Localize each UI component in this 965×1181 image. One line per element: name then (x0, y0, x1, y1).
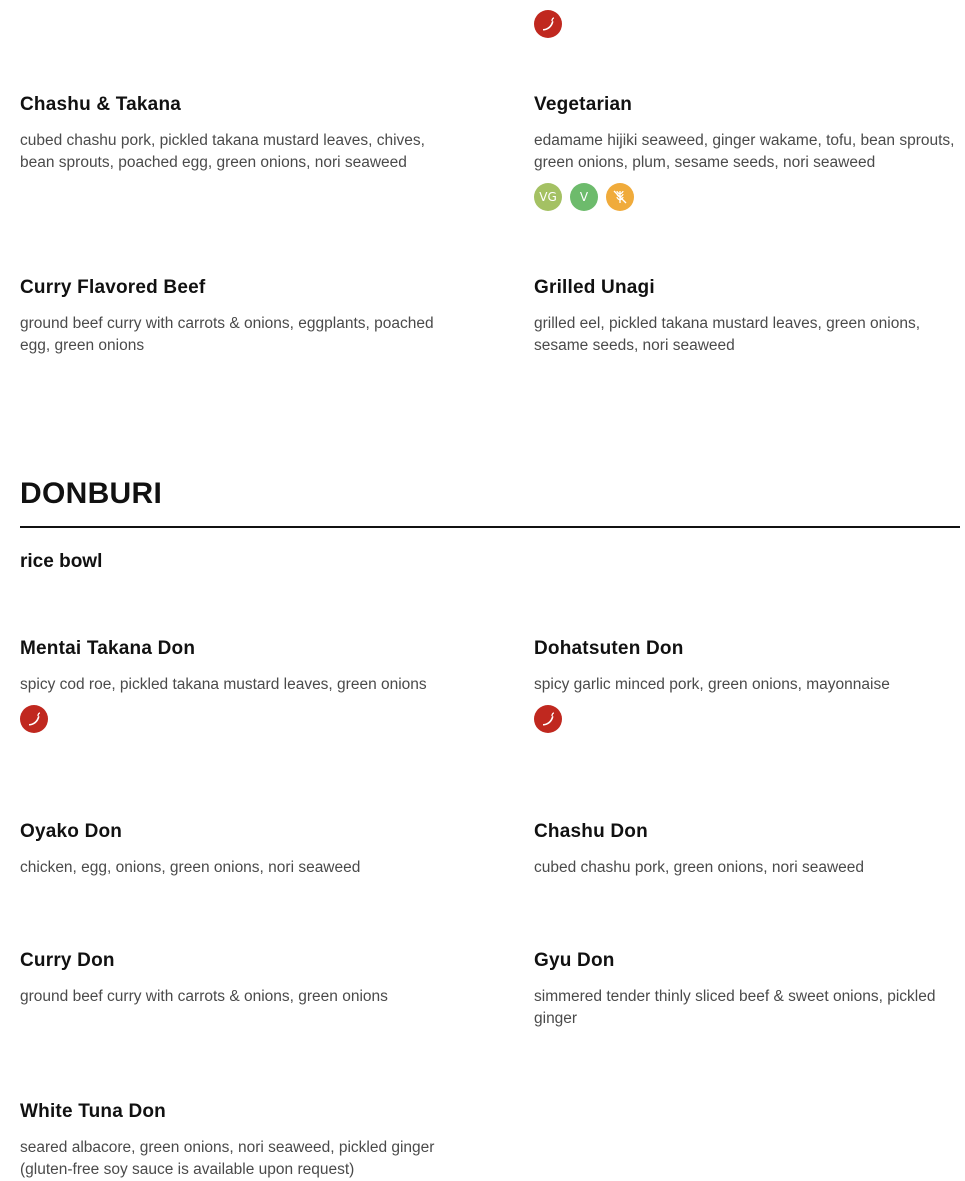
menu-item-chashu-takana (20, 93, 450, 174)
section-subtitle: rice bowl (20, 551, 103, 572)
item-description: ground beef curry with carrots & onions, green onions (20, 988, 388, 1005)
gluten-free-icon (606, 183, 634, 211)
item-description: chicken, egg, onions, green onions, nori seaweed (20, 859, 361, 876)
menu-item-dohatsuten-don (534, 637, 962, 733)
item-description: edamame hijiki seaweed, ginger wakame, tofu, bean sprouts, green onions, plum, sesame seeds, nori seaweed (534, 132, 955, 171)
spicy-icon (534, 10, 562, 38)
menu-item-partial (534, 10, 962, 38)
menu-item-gyu-don (534, 949, 962, 1030)
menu-item-mentai-takana-don (20, 637, 450, 733)
spicy-icon (534, 705, 562, 733)
item-name: Oyako Don (20, 821, 123, 842)
item-name: Mentai Takana Don (20, 638, 196, 659)
menu-item-oyako-don (20, 820, 450, 879)
vegan-icon: VG (534, 183, 562, 211)
item-description: seared albacore, green onions, nori seaweed, pickled ginger (gluten-free soy sauce is available upon request) (20, 1139, 435, 1178)
menu-item-curry-don (20, 949, 450, 1008)
item-description: ground beef curry with carrots & onions, eggplants, poached egg, green onions (20, 315, 434, 354)
item-name: Dohatsuten Don (534, 638, 684, 659)
menu-item-chashu-don (534, 820, 962, 879)
vegetarian-icon: V (570, 183, 598, 211)
item-name: Chashu Don (534, 821, 648, 842)
item-description: spicy cod roe, pickled takana mustard leaves, green onions (20, 676, 427, 693)
item-name: Vegetarian (534, 94, 633, 115)
item-name: Grilled Unagi (534, 277, 655, 298)
section-divider (20, 526, 960, 528)
menu-item-curry-flavored-beef (20, 276, 450, 357)
dietary-badges (534, 183, 962, 211)
item-name: Gyu Don (534, 950, 615, 971)
item-name: White Tuna Don (20, 1101, 166, 1122)
item-description: spicy garlic minced pork, green onions, mayonnaise (534, 676, 890, 693)
item-description: cubed chashu pork, green onions, nori seaweed (534, 859, 865, 876)
item-description: grilled eel, pickled takana mustard leaves, green onions, sesame seeds, nori seaweed (534, 315, 921, 354)
section-title: DONBURI (20, 477, 163, 510)
menu-item-white-tuna-don (20, 1100, 450, 1181)
dietary-badges (20, 705, 450, 733)
item-name: Curry Flavored Beef (20, 277, 206, 298)
dietary-badges (534, 705, 962, 733)
item-name: Curry Don (20, 950, 115, 971)
item-name: Chashu & Takana (20, 94, 182, 115)
item-description: cubed chashu pork, pickled takana mustard leaves, chives, bean sprouts, poached egg, green onions, nori seaweed (20, 132, 425, 171)
menu-item-vegetarian (534, 93, 962, 211)
spicy-icon (20, 705, 48, 733)
item-description: simmered tender thinly sliced beef & sweet onions, pickled ginger (534, 988, 936, 1027)
menu-item-grilled-unagi (534, 276, 962, 357)
